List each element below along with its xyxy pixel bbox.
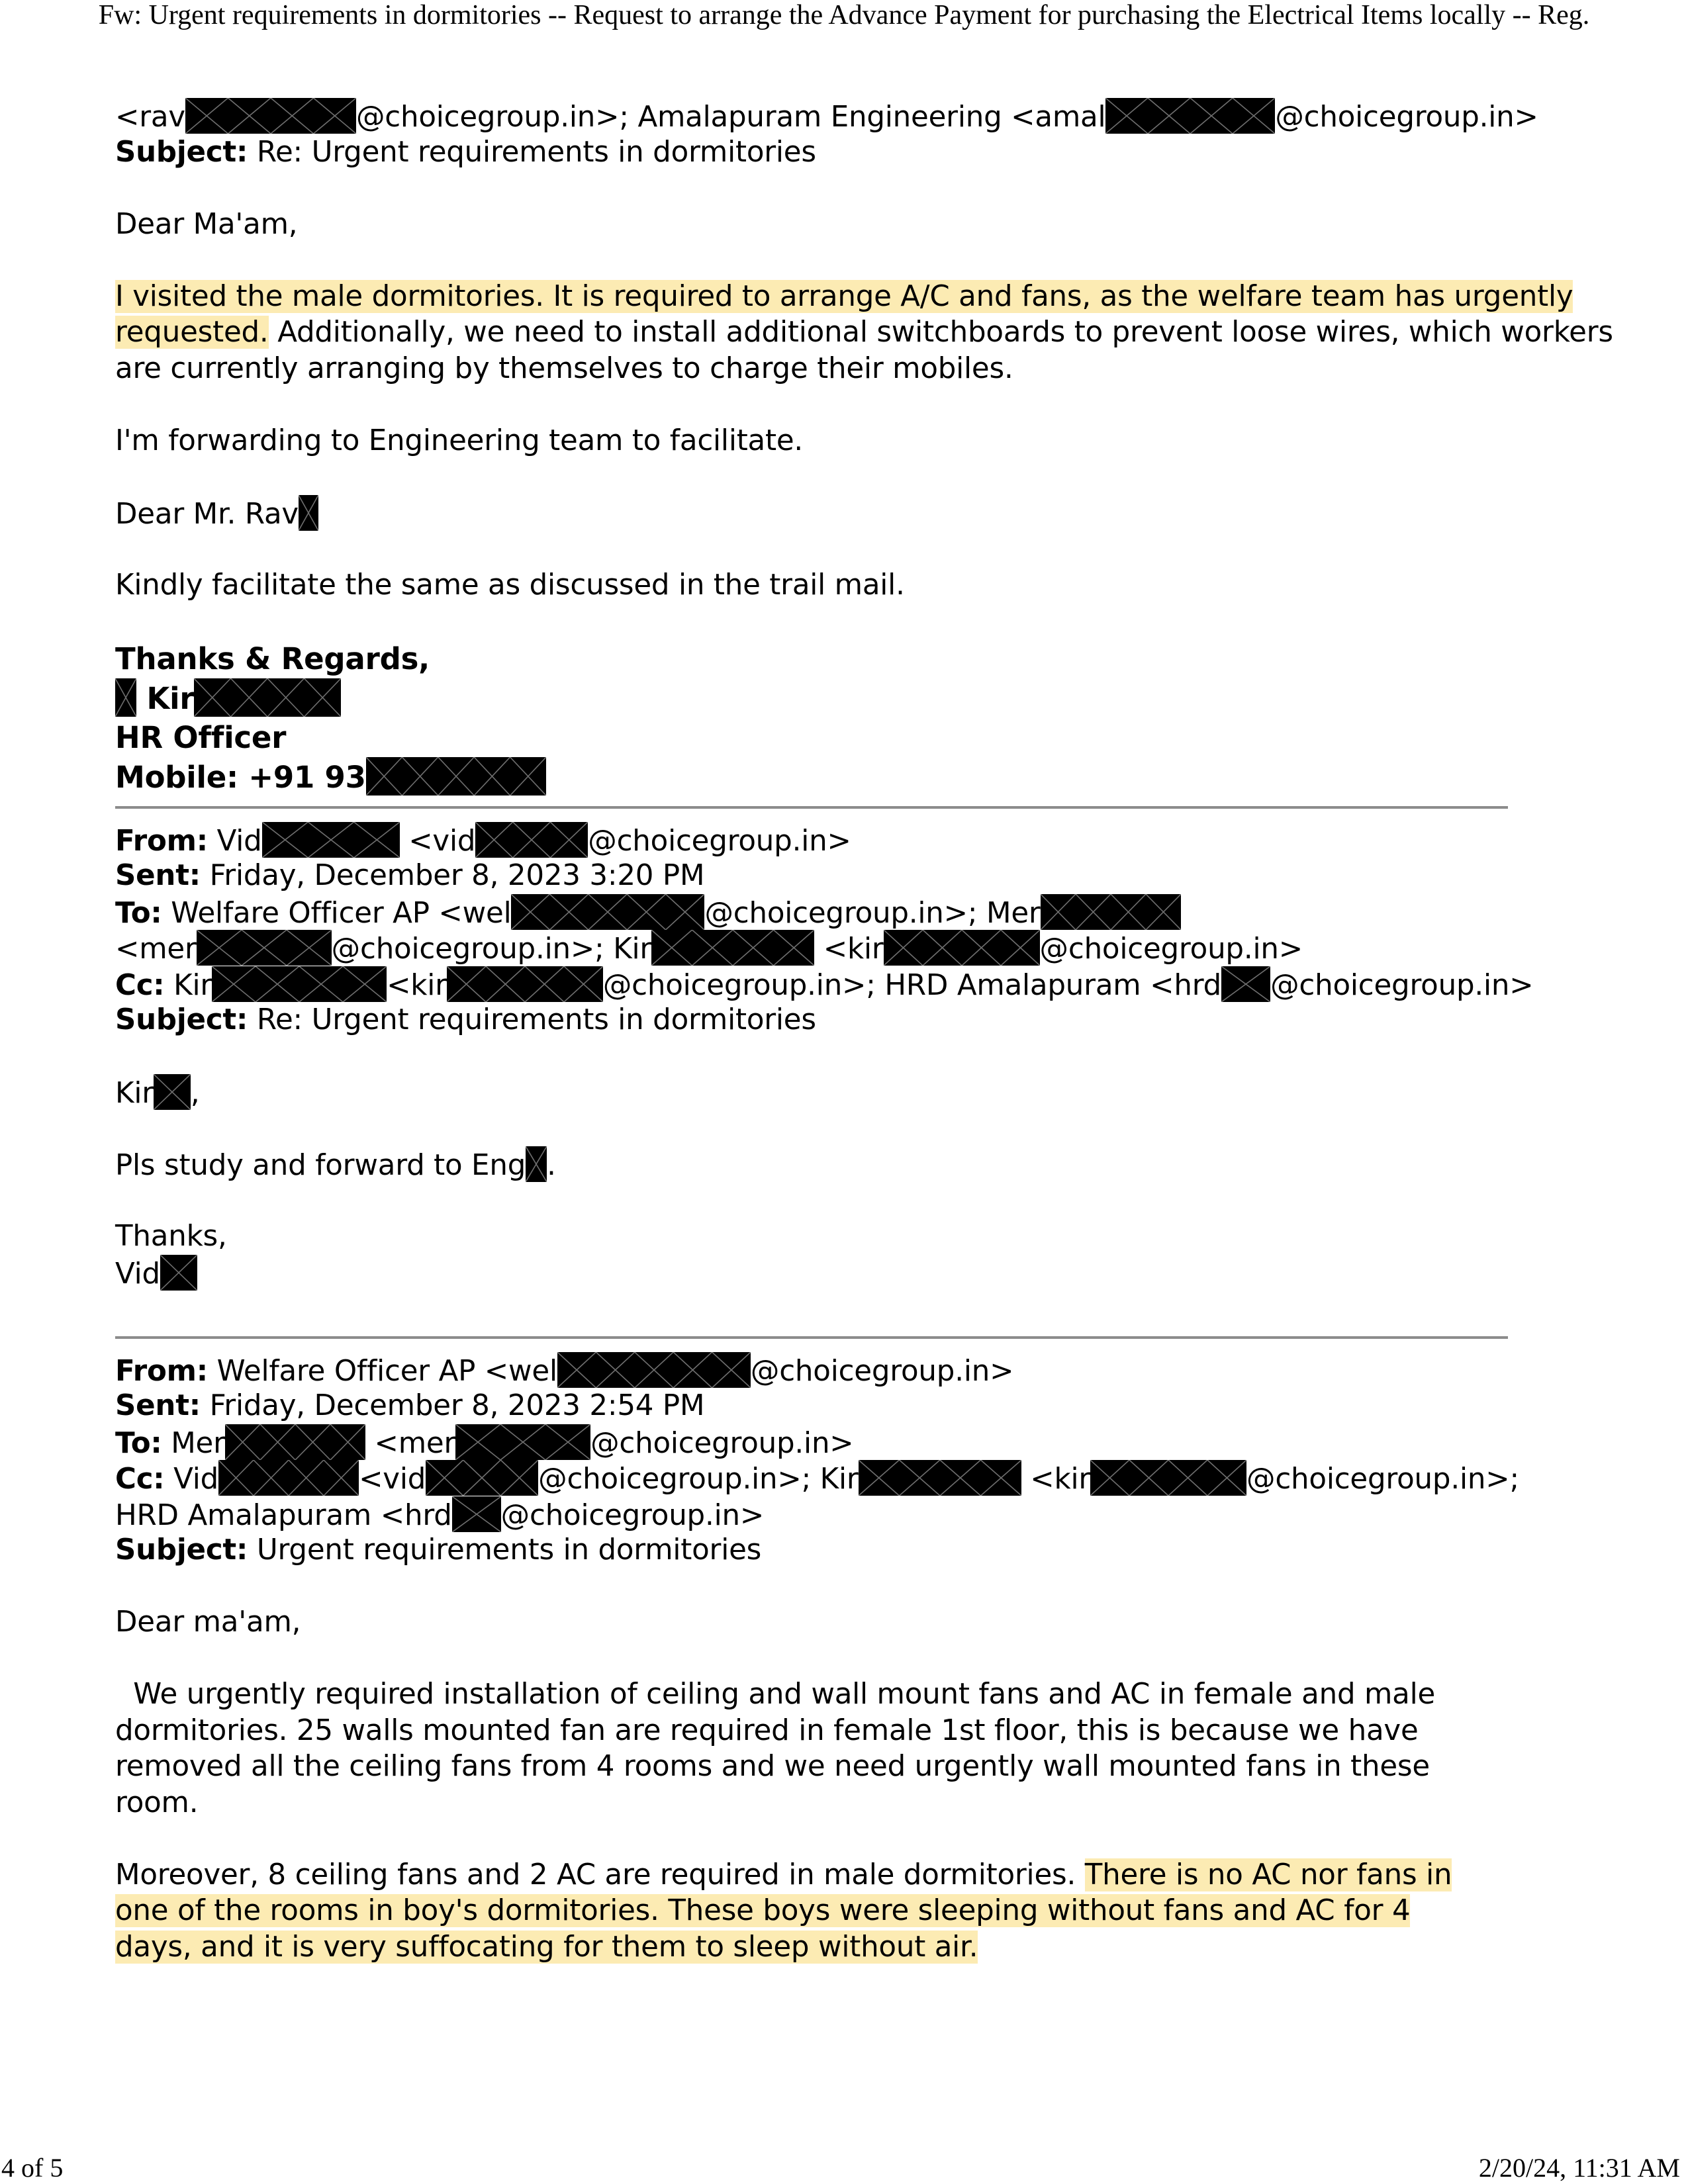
body-line bbox=[115, 1893, 1558, 1929]
subject-line bbox=[115, 1532, 1558, 1569]
signature-name-text: Kir bbox=[146, 680, 195, 716]
from-label: From: bbox=[115, 824, 208, 858]
redaction-box bbox=[884, 930, 1040, 966]
recipient-text: <mer bbox=[115, 933, 197, 966]
body-line: I'm forwarding to Engineering team to facilitate. bbox=[115, 424, 804, 457]
to-line-cont bbox=[115, 930, 1558, 966]
redaction-box bbox=[557, 1352, 751, 1388]
signature-name bbox=[115, 678, 1558, 718]
cc-text: @choicegroup.in> bbox=[500, 1498, 765, 1532]
to-label: To: bbox=[115, 1426, 162, 1460]
sender-email-part: <vid bbox=[408, 824, 476, 858]
from-line bbox=[115, 822, 1558, 858]
body-line bbox=[115, 279, 1573, 315]
cc-line bbox=[115, 1460, 1558, 1496]
sent-timestamp: Friday, December 8, 2023 3:20 PM bbox=[209, 859, 705, 892]
page-number: 4 of 5 bbox=[1, 2153, 64, 2183]
cc-text: @choicegroup.in>; Kir bbox=[538, 1463, 859, 1496]
redaction-box bbox=[651, 930, 814, 966]
greeting: Dear ma'am, bbox=[115, 1606, 301, 1639]
sent-label: Sent: bbox=[115, 1389, 201, 1422]
sign-off: Thanks & Regards, bbox=[115, 641, 430, 676]
body-line bbox=[115, 314, 1613, 351]
body-line bbox=[115, 1676, 1558, 1713]
subject-text: Urgent requirements in dormitories bbox=[256, 1533, 762, 1567]
redaction-box bbox=[1090, 1460, 1246, 1496]
redaction-box bbox=[1105, 98, 1275, 134]
sender-name: Vid bbox=[216, 824, 262, 858]
cc-text: @choicegroup.in>; bbox=[1246, 1463, 1519, 1496]
subject-text: Re: Urgent requirements in dormitories bbox=[256, 1003, 816, 1036]
greeting bbox=[115, 495, 1558, 531]
signature-mobile bbox=[115, 757, 1558, 797]
redaction-box bbox=[160, 1255, 197, 1291]
highlighted-text: one of the rooms in boy's dormitories. These boys were sleeping without fans and AC for 4 bbox=[115, 1894, 1411, 1927]
redaction-box bbox=[1221, 966, 1270, 1002]
print-timestamp: 2/20/24, 11:31 AM bbox=[1478, 2153, 1680, 2183]
body-line: are currently arranging by themselves to charge their mobiles. bbox=[115, 351, 1013, 385]
recipient-text: <mer bbox=[374, 1426, 456, 1460]
redaction-box bbox=[1041, 894, 1181, 930]
sent-timestamp: Friday, December 8, 2023 2:54 PM bbox=[209, 1389, 705, 1422]
cc-line-cont bbox=[115, 1496, 1558, 1533]
redaction-box bbox=[194, 678, 341, 717]
recipient-text: Welfare Officer AP <wel bbox=[171, 896, 512, 930]
signature-block bbox=[115, 639, 1558, 797]
redaction-box bbox=[299, 495, 318, 531]
sender-text: Welfare Officer AP <wel bbox=[216, 1354, 557, 1388]
mobile-text: Mobile: +91 93 bbox=[115, 759, 366, 795]
body-line bbox=[115, 1929, 1558, 1966]
sent-line bbox=[115, 858, 1558, 894]
print-header-title: Fw: Urgent requirements in dormitories -- Request to arrange the Advance Payment for purchasing the Electrical Items locally -- Reg. bbox=[98, 0, 1590, 30]
body-text: Pls study and forward to Eng bbox=[115, 1149, 526, 1182]
redaction-box bbox=[154, 1074, 191, 1110]
recipient-text: @choicegroup.in> bbox=[590, 1426, 854, 1460]
cc-text: <vid bbox=[359, 1463, 426, 1496]
cc-text: Kir bbox=[173, 968, 212, 1002]
signature-name bbox=[115, 1255, 1558, 1291]
redaction-box bbox=[197, 930, 332, 966]
subject-line bbox=[115, 134, 1558, 171]
recipient-text: <kir bbox=[823, 933, 884, 966]
redaction-box bbox=[262, 822, 400, 858]
signature-text: Vid bbox=[115, 1257, 160, 1291]
to-label: To: bbox=[115, 896, 162, 930]
cc-text: <kir bbox=[387, 968, 447, 1002]
recipients-line bbox=[115, 98, 1558, 134]
recipient-email-part: @choicegroup.in>; Amalapuram Engineering <amal bbox=[355, 101, 1106, 134]
body-line: Kindly facilitate the same as discussed in the trail mail. bbox=[115, 568, 905, 602]
redaction-box bbox=[859, 1460, 1021, 1496]
to-line bbox=[115, 1424, 1558, 1461]
email-thread bbox=[115, 98, 1613, 1965]
from-line bbox=[115, 1352, 1558, 1388]
greeting: Dear Ma'am, bbox=[115, 207, 298, 241]
cc-text: HRD Amalapuram <hrd bbox=[115, 1498, 452, 1532]
highlighted-text: requested. bbox=[115, 316, 269, 349]
highlighted-text: days, and it is very suffocating for them to sleep without air. bbox=[115, 1930, 978, 1964]
cc-text: <kir bbox=[1030, 1463, 1091, 1496]
body-line bbox=[115, 1857, 1558, 1893]
cc-label: Cc: bbox=[115, 968, 165, 1002]
body-line: removed all the ceiling fans from 4 rooms and we need urgently wall mounted fans in these bbox=[115, 1750, 1430, 1783]
redaction-box bbox=[218, 1460, 359, 1496]
greeting bbox=[115, 1074, 1558, 1111]
from-label: From: bbox=[115, 1354, 208, 1388]
redaction-box bbox=[475, 822, 588, 858]
cc-text: Vid bbox=[173, 1463, 219, 1496]
cc-label: Cc: bbox=[115, 1463, 165, 1496]
recipient-text: @choicegroup.in>; Mer bbox=[704, 896, 1041, 930]
subject-label: Subject: bbox=[115, 1533, 248, 1567]
recipient-text: @choicegroup.in>; Kir bbox=[331, 933, 652, 966]
greeting-punct: , bbox=[190, 1077, 200, 1110]
body-line: dormitories. 25 walls mounted fan are required in female 1st floor, this is because we have bbox=[115, 1713, 1419, 1747]
greeting-text: Dear Mr. Rav bbox=[115, 497, 299, 531]
sent-label: Sent: bbox=[115, 859, 201, 892]
recipient-text: Mer bbox=[171, 1426, 225, 1460]
signature-title: HR Officer bbox=[115, 719, 287, 755]
body-line bbox=[115, 1146, 1558, 1183]
sender-email-part: @choicegroup.in> bbox=[588, 824, 851, 858]
body-line: room. bbox=[115, 1786, 199, 1819]
greeting-text: Kir bbox=[115, 1077, 154, 1110]
cc-text: @choicegroup.in> bbox=[1270, 968, 1534, 1002]
redaction-box bbox=[185, 98, 356, 134]
cc-text: @choicegroup.in>; HRD Amalapuram <hrd bbox=[602, 968, 1222, 1002]
redaction-box bbox=[225, 1424, 365, 1460]
closing: Thanks, bbox=[115, 1220, 227, 1253]
redaction-box bbox=[526, 1146, 547, 1182]
recipient-text: @choicegroup.in> bbox=[1039, 933, 1303, 966]
highlighted-text: There is no AC nor fans in bbox=[1084, 1858, 1452, 1891]
redaction-box bbox=[511, 894, 704, 930]
sender-text: @choicegroup.in> bbox=[750, 1354, 1014, 1388]
body-text: Moreover, 8 ceiling fans and 2 AC are required in male dormitories. bbox=[115, 1858, 1085, 1891]
highlighted-text: I visited the male dormitories. It is required to arrange A/C and fans, as the welfare team has urgently bbox=[115, 279, 1573, 313]
redaction-box bbox=[426, 1460, 538, 1496]
recipient-email-part: @choicegroup.in> bbox=[1275, 101, 1538, 134]
body-punct: . bbox=[547, 1149, 556, 1182]
subject-label: Subject: bbox=[115, 1003, 248, 1036]
body-text: Additionally, we need to install additional switchboards to prevent loose wires, which workers bbox=[268, 316, 1613, 349]
recipient-email-part: <rav bbox=[115, 101, 185, 134]
subject-label: Subject: bbox=[115, 135, 248, 169]
cc-line bbox=[115, 966, 1558, 1003]
subject-line bbox=[115, 1002, 1558, 1038]
subject-text: Re: Urgent requirements in dormitories bbox=[256, 135, 816, 169]
redaction-box bbox=[455, 1424, 590, 1460]
redaction-box bbox=[452, 1496, 501, 1532]
redaction-box bbox=[366, 757, 546, 796]
redaction-box bbox=[447, 966, 603, 1002]
redaction-box bbox=[212, 966, 387, 1002]
redaction-box bbox=[115, 678, 136, 717]
sent-line bbox=[115, 1388, 1558, 1424]
to-line bbox=[115, 894, 1558, 931]
body-text: We urgently required installation of ceiling and wall mount fans and AC in female and male bbox=[115, 1678, 1436, 1711]
